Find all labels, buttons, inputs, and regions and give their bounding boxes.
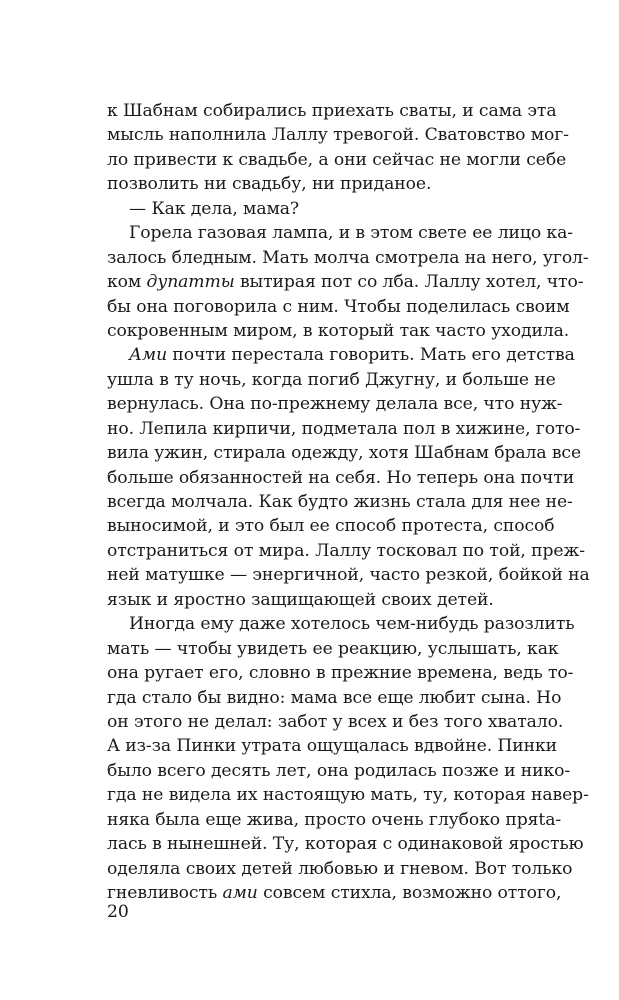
italic-word: ами <box>222 883 258 903</box>
text-segment: бы она поговорила с ним. Чтобы поделилась своим <box>107 296 570 317</box>
text-line <box>107 612 575 636</box>
text-line <box>107 368 556 392</box>
text-segment: язык и яростно защищающей своих детей. <box>107 589 494 610</box>
text-segment: лась в нынешней. Ту, которая с одинаковой яростью <box>107 834 584 855</box>
text-line <box>107 490 573 514</box>
text-segment: вила ужин, стирала одежду, хотя Шабнам брала все <box>107 443 582 464</box>
text-segment: больше обязанностей на себя. Но теперь она почти <box>107 467 575 488</box>
text-segment: но. Лепила кирпичи, подметала пол в хижине, гото- <box>107 418 581 439</box>
text-line <box>107 637 559 661</box>
text-segment: — Как дела, мама? <box>129 198 299 219</box>
text-segment: сокровенным миром, в который так часто уходила. <box>107 320 570 341</box>
text-line <box>107 832 584 856</box>
text-line <box>107 221 573 245</box>
text-segment: ней матушке — энергичной, часто резкой, бойкой на <box>107 565 590 586</box>
text-line <box>107 857 573 881</box>
italic-word: Ами <box>129 345 168 366</box>
text-segment: ушла в ту ночь, когда погиб Джугну, и больше не <box>107 369 556 390</box>
text-segment: она ругает его, словно в прежние времена, ведь то- <box>107 663 574 684</box>
text-segment: он этого не делал: забот у всех и без того хватало. <box>107 711 564 732</box>
text-segment: вернулась. Она по-прежнему делала все, что нуж- <box>107 394 563 415</box>
text-segment: мысль наполнила Лаллу тревогой. Сватовство мог- <box>107 125 569 146</box>
text-segment: няка была еще жива, просто очень глубоко пряta- <box>107 809 562 830</box>
text-line <box>107 295 570 319</box>
text-line <box>107 783 589 807</box>
text-segment: А из-за Пинки утрата ощущалась вдвойне. Пинки <box>107 736 558 757</box>
text-line <box>107 808 562 832</box>
text-line <box>107 417 581 441</box>
body-text <box>107 99 590 905</box>
text-line <box>107 392 563 416</box>
text-line <box>107 759 571 783</box>
text-segment: гда не видела их настоящую мать, ту, которая навер- <box>107 785 589 806</box>
text-line <box>107 539 585 563</box>
text-segment: гда стало бы видно: мама все еще любит сына. Но <box>107 687 562 708</box>
text-segment: ло привести к свадьбе, а они сейчас не могли себе <box>107 149 567 170</box>
text-line <box>107 99 557 123</box>
text-segment: мать — чтобы увидеть ее реакцию, услышать, как <box>107 638 559 659</box>
text-segment: Горела газовая лампа, и в этом свете ее лицо ка- <box>129 223 573 244</box>
text-segment: отстраниться от мира. Лаллу тосковал по той, преж- <box>107 540 585 561</box>
text-line <box>107 661 574 685</box>
page-number: 20 <box>107 902 129 922</box>
text-segment: позволить ни свадьбу, ни приданое. <box>107 174 432 195</box>
text-line <box>107 343 575 367</box>
text-segment: было всего десять лет, она родилась позже и нико- <box>107 760 571 781</box>
text-line <box>107 881 562 905</box>
text-line <box>107 588 540 612</box>
text-segment: оделяла своих детей любовью и гневом. Вот только <box>107 858 573 879</box>
text-segment: всегда молчала. Как будто жизнь стала для нее не- <box>107 492 573 512</box>
text-segment: залось бледным. Мать молча смотрела на него, угол- <box>107 247 589 268</box>
text-line <box>107 319 570 343</box>
text-segment: Иногда ему даже хотелось чем-нибудь разозлить <box>129 614 575 635</box>
text-segment: к Шабнам собирались приехать сваты, и сама эта <box>107 101 557 121</box>
italic-word: дупатты <box>146 272 235 293</box>
text-line <box>107 563 590 587</box>
text-line <box>107 514 555 538</box>
text-segment: выносимой, и это был ее способ протеста, способ <box>107 516 555 537</box>
text-line <box>107 172 540 196</box>
text-line <box>107 270 584 294</box>
text-line <box>107 148 567 172</box>
text-segment: совсем стихла, возможно оттого, <box>257 883 562 903</box>
text-line <box>107 710 564 734</box>
text-line <box>107 734 558 758</box>
text-line <box>107 686 562 710</box>
text-segment: ком <box>107 272 147 293</box>
text-segment: вытирая пот со лба. Лаллу хотел, что- <box>234 272 584 293</box>
text-line <box>107 197 540 221</box>
text-line <box>107 441 582 465</box>
text-line <box>107 466 575 490</box>
text-segment: почти перестала говорить. Мать его детства <box>167 345 575 366</box>
text-line <box>107 123 569 147</box>
text-segment: гневливость <box>107 883 223 903</box>
text-line <box>107 246 589 270</box>
